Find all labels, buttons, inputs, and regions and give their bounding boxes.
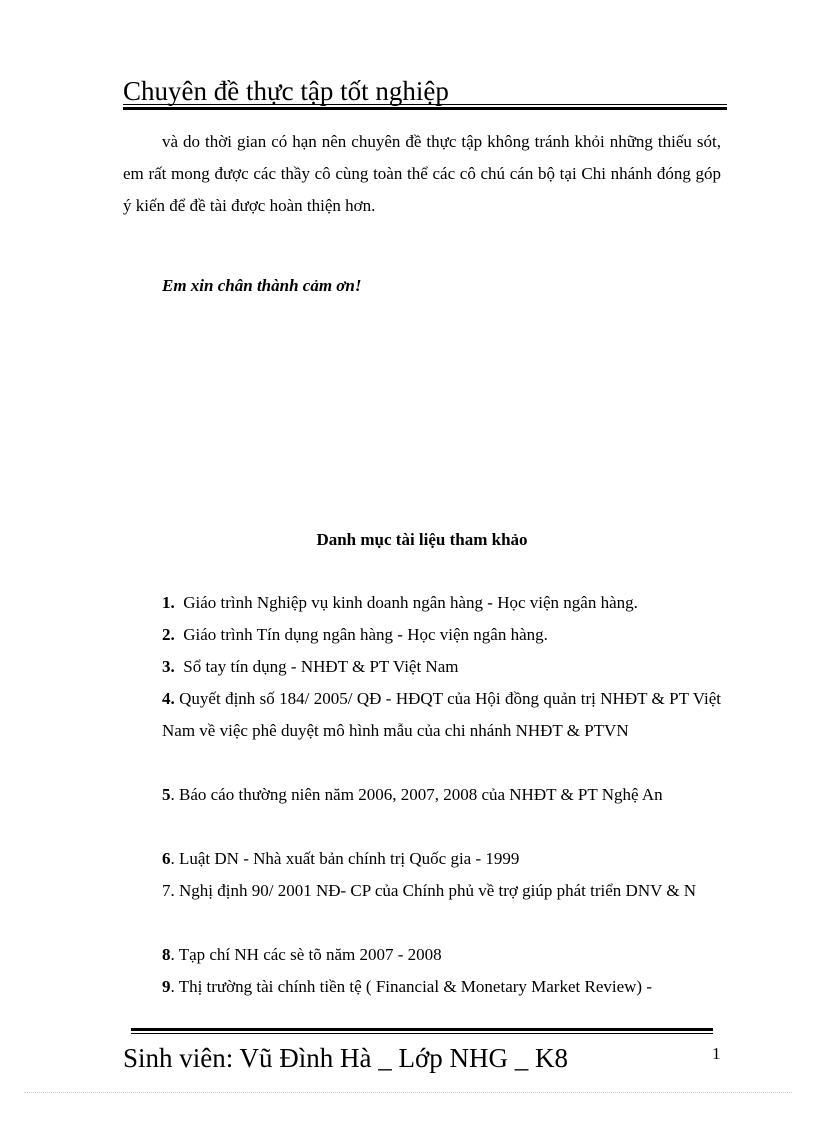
page-bottom-edge bbox=[24, 1092, 792, 1093]
reference-item-9 bbox=[162, 971, 721, 1003]
references-title: Danh mục tài liệu tham khảo bbox=[316, 530, 528, 549]
reference-number: 9 bbox=[162, 977, 171, 996]
header-rule-thick bbox=[123, 107, 727, 110]
footer-rule-thick bbox=[131, 1028, 713, 1031]
reference-number: 7. bbox=[162, 881, 175, 900]
reference-number: 5 bbox=[162, 785, 171, 804]
page-number: 1 bbox=[712, 1044, 721, 1063]
reference-number: 4. bbox=[162, 689, 175, 708]
reference-text: Nghị định 90/ 2001 NĐ- CP của Chính phủ về trợ giúp phát triển DNV & N bbox=[179, 881, 697, 900]
page-footer-text: Sinh viên: Vũ Đình Hà _ Lớp NHG _ K8 bbox=[123, 1043, 569, 1073]
reference-text: . Tạp chí NH các sè tõ năm 2007 - 2008 bbox=[170, 945, 442, 964]
reference-text: . Báo cáo thường niên năm 2006, 2007, 2008 của NHĐT & PT Nghệ An bbox=[170, 785, 663, 804]
reference-item-6 bbox=[162, 843, 721, 875]
reference-item-1 bbox=[162, 587, 721, 619]
reference-text: Quyết định số 184/ 2005/ QĐ - HĐQT của Hội đồng quản trị NHĐT & PT Việt Nam về việc phê duyệt mô hình mẫu của chi nhánh NHĐT & PTVN bbox=[162, 689, 721, 740]
reference-number: 8 bbox=[162, 945, 171, 964]
reference-item-8 bbox=[162, 939, 721, 971]
reference-text: Giáo trình Nghiệp vụ kinh doanh ngân hàng - Học viện ngân hàng. bbox=[183, 593, 638, 612]
reference-text: . Thị trường tài chính tiền tệ ( Financial & Monetary Market Review) - bbox=[170, 977, 652, 996]
closing-paragraph: và do thời gian có hạn nên chuyên đề thực tập không tránh khỏi những thiếu sót, em rất mong được các thầy cô cùng toàn thể các cô chú cán bộ tại Chi nhánh đóng góp ý kiến để đề tài được hoàn thiện hơn. bbox=[123, 132, 721, 215]
reference-number: 3. bbox=[162, 657, 175, 676]
reference-number: 1. bbox=[162, 593, 175, 612]
reference-text: Giáo trình Tín dụng ngân hàng - Học viện ngân hàng. bbox=[183, 625, 548, 644]
reference-text: Sổ tay tín dụng - NHĐT & PT Việt Nam bbox=[183, 657, 459, 676]
reference-item-2 bbox=[162, 619, 721, 651]
reference-number: 2. bbox=[162, 625, 175, 644]
reference-item-3 bbox=[162, 651, 721, 683]
reference-text: . Luật DN - Nhà xuất bản chính trị Quốc gia - 1999 bbox=[170, 849, 520, 868]
footer-rule-thin bbox=[131, 1033, 713, 1034]
reference-item-7 bbox=[162, 875, 721, 907]
page-header-title: Chuyên đề thực tập tốt nghiệp bbox=[123, 76, 449, 106]
reference-item-5 bbox=[123, 779, 721, 811]
header-rule-thin bbox=[123, 104, 727, 105]
reference-item-4 bbox=[162, 683, 721, 747]
thanks-line: Em xin chân thành cảm ơn! bbox=[162, 276, 362, 295]
reference-number: 6 bbox=[162, 849, 171, 868]
